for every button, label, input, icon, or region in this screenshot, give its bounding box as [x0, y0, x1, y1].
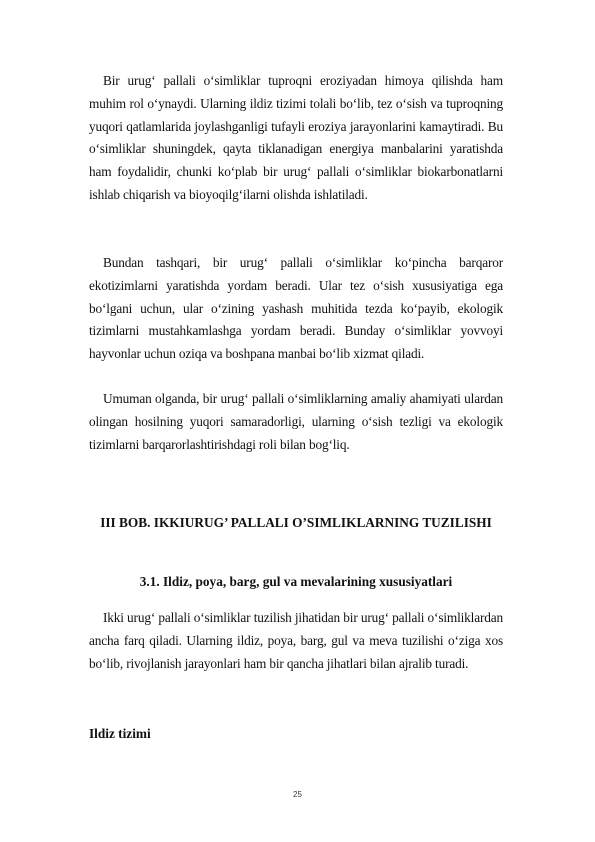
- subheading-root-system: Ildiz tizimi: [89, 726, 151, 741]
- page-number: 25: [293, 790, 302, 799]
- paragraph-erosion: Bir urug‘ pallali o‘simliklar tuproqni eroziyadan himoya qilishda ham muhim rol o‘ynaydi. Ularning ildiz tizimi tolali bo‘lib, tez o‘sish va tuproqning yuqori qatlamlarida joylashganligi tufayli eroziya jarayonlarini kamaytiradi. Bu o‘simliklar shuningdek, qayta tiklanadigan energiya manbalarini yaratishda ham foydalidir, chunki ko‘plab bir urug‘ pallali o‘simliklar biokarbonatlarni ishlab chiqarish va bioyoqilg‘ilarni olishda ishlatiladi.: [89, 73, 503, 202]
- paragraph-section-intro: Ikki urug‘ pallali o‘simliklar tuzilish jihatidan bir urug‘ pallali o‘simliklardan ancha farq qiladi. Ularning ildiz, poya, barg, gul va meva tuzilishi o‘ziga xos bo‘lib, rivojlanish jarayonlari ham bir qancha jihatlari bilan ajralib turadi.: [89, 610, 503, 671]
- chapter-heading: III BOB. IKKIURUG’ PALLALI O’SIMLIKLARNING TUZILISHI: [100, 515, 492, 530]
- section-heading: 3.1. Ildiz, poya, barg, gul va mevalarining xususiyatlari: [139, 574, 453, 589]
- paragraph-ecosystems: Bundan tashqari, bir urug‘ pallali o‘simliklar ko‘pincha barqaror ekotizimlarni yaratishda yordam beradi. Ular tez o‘sish xususiyatiga ega bo‘lgani uchun, ular o‘zining yashash muhitida tezda ko‘payib, ekologik tizimlarni mustahkamlashga yordam beradi. Bunday o‘simliklar yovvoyi hayvonlar uchun oziqa va boshpana manbai bo‘lib xizmat qiladi.: [89, 255, 503, 362]
- paragraph-summary: Umuman olganda, bir urug‘ pallali o‘simliklarning amaliy ahamiyati ulardan olingan hosilning yuqori samaradorligi, ularning o‘sish tezligi va ekologik tizimlarni barqarorlashtirishdagi roli bilan bog‘liq.: [89, 391, 503, 452]
